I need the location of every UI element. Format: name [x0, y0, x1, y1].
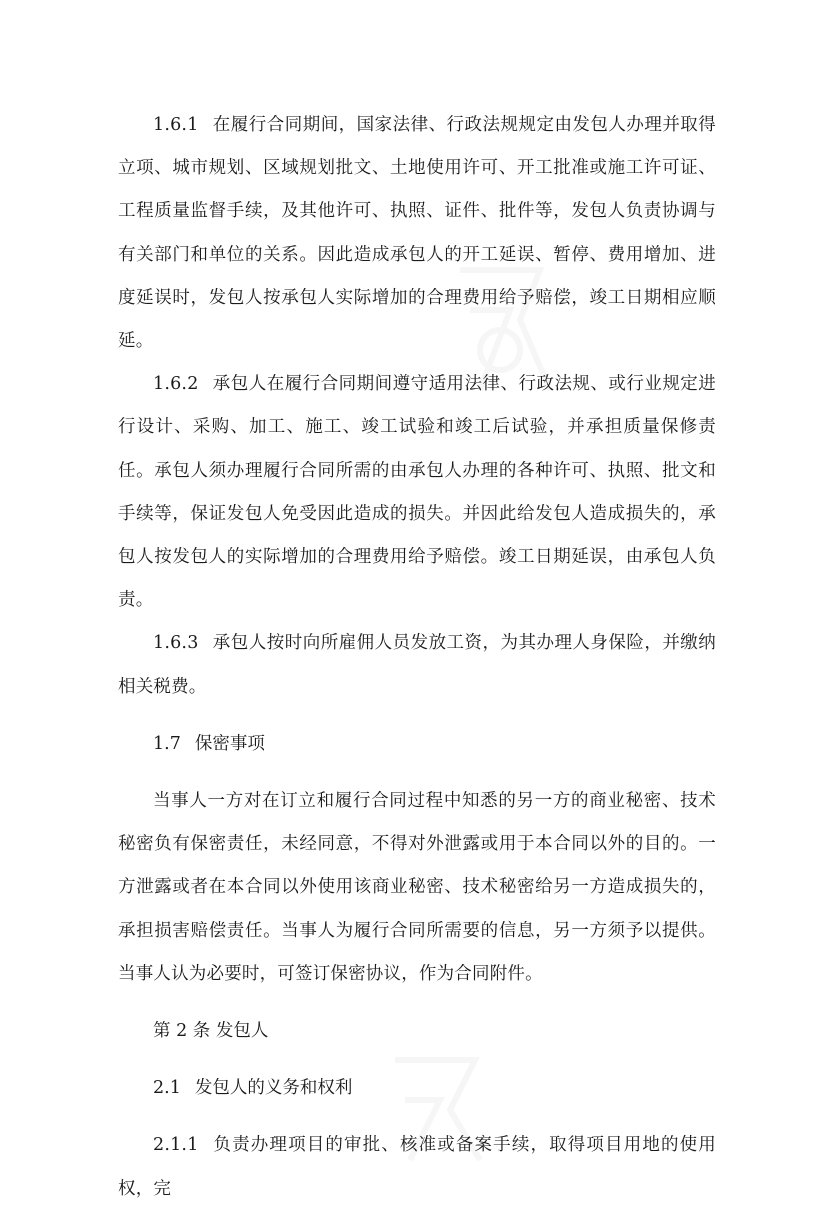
clause-number: 1.6.3: [153, 633, 199, 654]
section-heading-2-1: [118, 1067, 716, 1110]
clause-text: 负责办理项目的审批、核准或备案手续，取得项目用地的使用权，完: [118, 1135, 716, 1199]
clause-2-1-1: [118, 1124, 716, 1210]
section-number: 1.7: [153, 733, 181, 754]
clause-number: 1.6.2: [153, 374, 199, 395]
clause-1-6-1: [118, 104, 716, 363]
spacer: [118, 996, 716, 1010]
confidentiality-paragraph: 当事人一方对在订立和履行合同过程中知悉的另一方的商业秘密、技术秘密负有保密责任，未经同意，不得对外泄露或用于本合同以外的目的。一方泄露或者在本合同以外使用该商业秘密、技术秘密给另一方造成损失的，承担损害赔偿责任。当事人为履行合同所需要的信息，另一方须予以提供。当事人认为必要时，可签订保密协议，作为合同附件。: [118, 791, 716, 984]
section-heading-1-7: [118, 723, 716, 766]
clause-1-6-3: [118, 622, 716, 708]
clause-number: 1.6.1: [153, 115, 199, 135]
section-title: 保密事项: [194, 733, 265, 754]
article-2-heading: 第 2 条 发包人: [153, 1021, 269, 1042]
clause-1-6-2: [118, 363, 716, 622]
spacer: [118, 766, 716, 780]
spacer: [118, 1053, 716, 1067]
clause-text: 承包人在履行合同期间遵守适用法律、行政法规、或行业规定进行设计、采购、加工、施工、竣工试验和竣工后试验，并承担质量保修责任。承包人须办理履行合同所需的由承包人办理的各种许可、执照、批文和手续等，保证发包人免受因此造成的损失。并因此给发包人造成损失的，承包人按发包人的实际增加的合理费用给予赔偿。竣工日期延误，由承包人负责。: [118, 374, 716, 611]
spacer: [118, 709, 716, 723]
clause-number: 2.1.1: [153, 1135, 199, 1156]
clause-text: 承包人按时向所雇佣人员发放工资，为其办理人身保险，并缴纳相关税费。: [118, 633, 716, 697]
section-title: 发包人的义务和权利: [194, 1078, 353, 1099]
document-body: [118, 104, 716, 1211]
clause-text: 在履行合同期间，国家法律、行政法规规定由发包人办理并取得立项、城市规划、区域规划批文、土地使用许可、开工批准或施工许可证、工程质量监督手续，及其他许可、执照、证件、批件等，发包人负责协调与有关部门和单位的关系。因此造成承包人的开工延误、暂停、费用增加、进度延误时，发包人按承包人实际增加的合理费用给予赔偿，竣工日期相应顺延。: [118, 115, 716, 352]
spacer: [118, 1110, 716, 1124]
section-number: 2.1: [153, 1078, 181, 1099]
